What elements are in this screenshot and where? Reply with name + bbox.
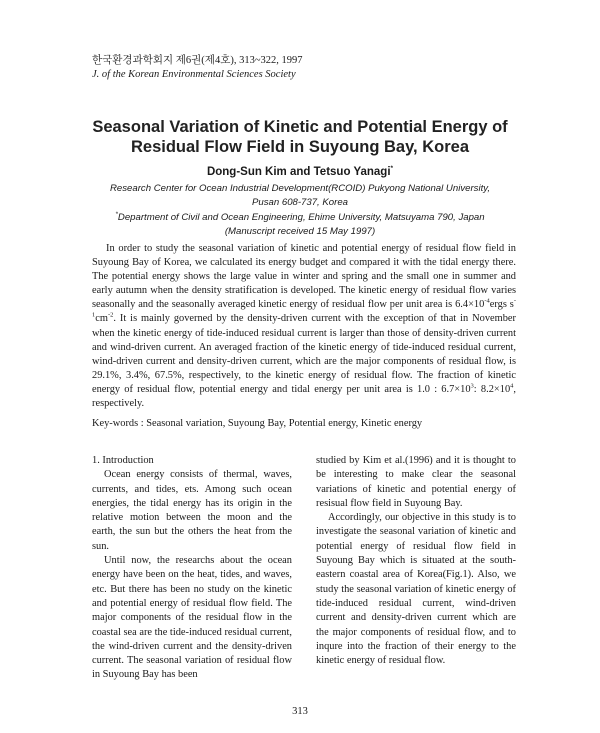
author-list xyxy=(40,166,560,178)
abstract: In order to study the seasonal variation of kinetic and potential energy of residual flow field in Suyoung Bay of Korea, we calculated its energy budget and compared it with the tidal energy there. The potential energy shows the large value in winter and spring and the small one in summer and early autumn when the density stratification is developed. The kinetic energy of residual flow varies seasonally and the seasonally averaged kinetic energy of residual flow per unit area is $6.4\times 10^{-4}ergs$ $s^{-1}cm^{-2}$. It is mainly governed by the density-driven current with the exception of that in November when the kinetic energy of tide-induced residual current is larger than those of density-driven current and wind-driven current. An averaged fraction of the kinetic energy of tide-induced residual current, wind-driven current and density-driven current, which are the major components of residual flow, is 29.1%, 3.4%, 67.5%, respectively, to the kinetic energy of residual flow. The fraction of kinetic energy of residual flow, potential energy and tidal energy per unit area is 1.0 : $6.7\times 10^3$: $8.2\times 10^4$, respectively. xyxy=(92,243,516,410)
section-heading-introduction: 1. Introduction xyxy=(92,455,154,466)
paper-title xyxy=(40,117,560,157)
page-number: 313 xyxy=(292,706,308,717)
manuscript-received: (Manuscript received 15 May 1997) xyxy=(224,226,376,237)
affiliation-2-marker: * xyxy=(115,210,118,218)
author-affiliation-marker: * xyxy=(390,165,394,173)
affiliation-1-address: Pusan 608-737, Korea xyxy=(251,197,348,208)
title-line-1: Seasonal Variation of Kinetic and Potential Energy of xyxy=(92,118,508,136)
affiliation-1: Research Center for Ocean Industrial Development(RCOID) Pukyong National University, xyxy=(110,183,490,194)
keywords: Key-words : Seasonal variation, Suyoung Bay, Potential energy, Kinetic energy xyxy=(92,418,423,429)
journal-citation-korean: 한국환경과학회지 제6권(제4호), 313~322, 1997 xyxy=(92,55,303,66)
body-paragraph: Accordingly, our objective in this study is to investigate the seasonal variation of kinetic and potential energy of residual flow field in Suyoung Bay which is situated at the south-eastern coastal area of Korea(Fig.1). Also, we study the seasonal variation of kinetic energy of tide-induced residual current, wind-driven current and density-driven current which are the major components of residual flow, and to inqure into the fraction of their energy to the kinetic energy of residual flow. xyxy=(316,512,516,667)
affiliation-2: *Department of Civil and Ocean Engineering, Ehime University, Matsuyama 790, Japan xyxy=(115,210,485,223)
title-line-2: Residual Flow Field in Suyoung Bay, Korea xyxy=(131,138,469,156)
body-paragraph: Until now, the researchs about the ocean energy have been on the heat, tides, and waves, etc. But there has been no study on the kinetic and potential energy of residual flow field. The major components of the residual flow in the coastal sea are the tide-induced residual current, the wind-driven current and the density-driven current. The seasonal variation of residual flow in Suyoung Bay has been xyxy=(92,555,292,681)
body-paragraph: Ocean energy consists of thermal, waves, currents, and tides, ets. Among such ocean energies, the tidal energy has its origin in the relative motion between the moon and the earth, the sun but the others the heat from the sun. xyxy=(92,469,292,552)
body-column-right xyxy=(316,454,516,668)
body-paragraph-continued: studied by Kim et al.(1996) and it is thought to be interesting to make clear the seasonal variations of kinetic and potential energy of resisual flow field in Suyoung Bay. xyxy=(316,455,516,509)
journal-name-english: J. of the Korean Environmental Sciences Society xyxy=(92,69,296,80)
body-column-left xyxy=(92,454,292,683)
journal-header xyxy=(92,54,552,82)
author-names: Dong-Sun Kim and Tetsuo Yanagi xyxy=(206,166,391,178)
